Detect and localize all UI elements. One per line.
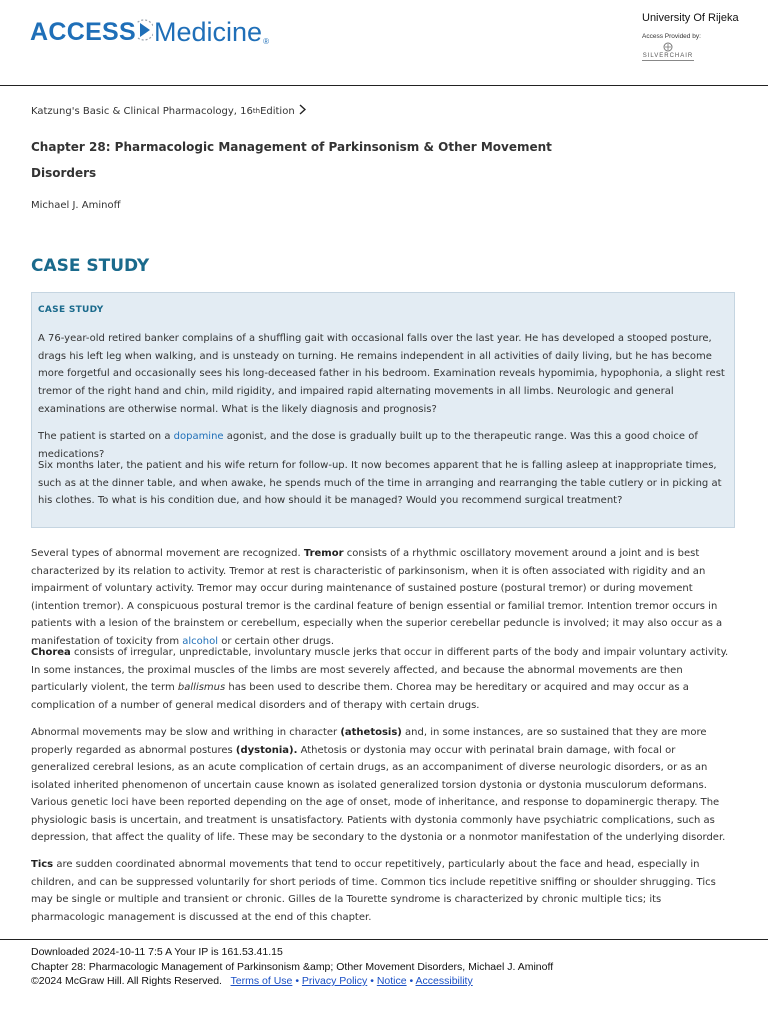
p3-text-mid: and, in some instances, are so sustained that they are more properly regarded as abnormal postures [31, 727, 707, 756]
p2-text-mid: consists of irregular, unpredictable, involuntary muscle jerks that occur in different parts of the body and impair voluntary activity. In some instances, the proximal muscles of the limbs are most severely affected, and because the abnormal movements are then particularly violent, the term [31, 647, 729, 693]
p3-text-before: Abnormal movements may be slow and writhing in character [31, 727, 341, 738]
logo-access-text: ACCESS [30, 17, 136, 46]
term-chorea: Chorea [31, 647, 71, 658]
book-breadcrumb[interactable]: Katzung's Basic & Clinical Pharmacology, 16 th Edition [31, 104, 306, 118]
institution-name: University Of Rijeka [642, 12, 739, 24]
silverchair-underline [642, 60, 694, 61]
body-paragraph-chorea [31, 644, 735, 714]
p2-text-after: has been used to describe them. Chorea may be hereditary or acquired and may occur as a complication of a number of general medical disorders and of therapy with certain drugs. [31, 682, 689, 711]
p1-text-before: Several types of abnormal movement are recognized. [31, 548, 304, 559]
case-p2-text-after: agonist, and the dose is gradually built up to the therapeutic range. Was this a good choice of medications? [38, 431, 698, 460]
chapter-citation: Chapter 28: Pharmacologic Management of Parkinsonism &amp; Other Movement Disorders, Michael J. Aminoff [31, 961, 554, 973]
notice-link[interactable]: Notice [376, 975, 407, 987]
terms-of-use-link[interactable]: Terms of Use [230, 975, 293, 987]
case-study-box-label: CASE STUDY [38, 305, 104, 315]
separator-dot: • [295, 975, 299, 987]
author-name[interactable]: Michael J. Aminoff [31, 200, 121, 211]
term-ballismus: ballismus [177, 682, 226, 693]
p1-text-mid: consists of a rhythmic oscillatory movement around a joint and is best characterized by its relation to activity. Tremor at rest is characteristic of parkinsonism, when it is often associated with rigidity and an impairment of voluntary activity. Tremor may occur during maintenance of sustained posture (postural tremor) or during movement (intention tremor). A conspicuous postural tremor is the cardinal feature of benign essential or familial tremor. Intention tremor occurs in patients with a lesion of the brainstem or cerebellum, especially when the superior cerebellar peduncle is involved; it may also occur as a manifestation of toxicity from [31, 548, 723, 647]
silverchair-logo [642, 42, 694, 61]
silverchair-logo-text: SILVERCHAIR [642, 53, 694, 59]
accessibility-link[interactable]: Accessibility [415, 975, 473, 987]
p4-text-after: are sudden coordinated abnormal movements that tend to occur repetitively, particularly about the face and head, especially in children, and can be suppressed voluntarily for short periods of time. Common tics include repetitive sniffing or shoulder shrugging. Tics may be single or multiple and transient or chronic. Gilles de la Tourette syndrome is characterized by chronic multiple tics; its pharmacologic management is discussed at the end of this chapter. [31, 859, 716, 923]
case-paragraph-1: A 76-year-old retired banker complains of a shuffling gait with occasional falls over the last year. He has developed a stooped posture, drags his left leg when walking, and is unsteady on turning. He remains independent in all activities of daily living, but he has become more forgetful and occasionally sees his long-deceased father in his bedroom. Examination reveals hypomimia, hypophonia, a slight rest tremor of the right hand and chin, mild rigidity, and impaired rapid alternating movements in all limbs. Neurologic and general examinations are otherwise normal. What is the likely diagnosis and prognosis? [38, 333, 725, 415]
book-title: Katzung's Basic & Clinical Pharmacology, 16 [31, 105, 253, 117]
term-athetosis: (athetosis) [340, 727, 402, 738]
copyright-text: ©2024 McGraw Hill. All Rights Reserved. [31, 975, 222, 987]
page-footer [0, 939, 768, 987]
alcohol-link[interactable]: alcohol [182, 635, 219, 647]
separator-dot: • [370, 975, 374, 987]
term-tremor: Tremor [303, 548, 344, 559]
case-paragraph-3: Six months later, the patient and his wife return for follow-up. It now becomes apparent that he is falling asleep at inappropriate times, such as at the dinner table, and when awake, he spends much of the time in arranging and rearranging the table cutlery or in picking at his clothes. To what is his condition due, and how should it be managed? Would you recommend surgical treatment? [38, 460, 722, 507]
edition-suffix: Edition [260, 105, 295, 117]
page-header [0, 0, 768, 86]
case-p2-text-before: The patient is started on a [38, 431, 174, 442]
term-tics: Tics [31, 859, 54, 870]
accessmedicine-logo[interactable] [30, 12, 269, 52]
case-study-box [31, 292, 735, 528]
logo-registered-mark: ® [263, 37, 269, 46]
logo-arrow-icon [137, 17, 153, 47]
access-provided-label: Access Provided by: [642, 33, 701, 40]
logo-medicine-text: Medicine [154, 16, 263, 47]
p1-text-after: or certain other drugs. [218, 635, 335, 647]
silverchair-mark-icon [663, 42, 673, 52]
p3-text-after: Athetosis or dystonia may occur with perinatal brain damage, with focal or generalized cerebral lesions, as an acute complication of certain drugs, as an accompaniment of diverse neurologic disorders, or as an isolated inherited phenomenon of uncertain cause known as isolated generalized torsion dystonia or dystonia musculorum deformans. Various genetic loci have been reported depending on the age of onset, mode of inheritance, and response to dopaminergic therapy. The physiologic basis is uncertain, and treatment is unsatisfactory. Patients with dystonia commonly have psychiatric complications, such as depression, that affect the quality of life. These may be secondary to the dystonia or a nonmotor manifestation of the underlying disorder. [31, 744, 726, 843]
body-paragraph-tics [31, 856, 735, 926]
dopamine-link[interactable]: dopamine [173, 431, 224, 442]
separator-dot: • [409, 975, 414, 987]
chapter-title: Chapter 28: Pharmacologic Management of Parkinsonism & Other Movement Disorders [31, 140, 552, 180]
privacy-policy-link[interactable]: Privacy Policy [301, 975, 368, 987]
footer-links-row [31, 975, 473, 987]
body-paragraph-tremor [31, 545, 735, 650]
body-paragraph-athetosis [31, 724, 735, 847]
section-heading-case-study: CASE STUDY [31, 256, 150, 276]
chevron-right-icon[interactable] [299, 104, 306, 118]
term-dystonia: (dystonia). [235, 744, 298, 756]
download-info: Downloaded 2024-10-11 7:5 A Your IP is 161.53.41.15 [31, 946, 283, 958]
